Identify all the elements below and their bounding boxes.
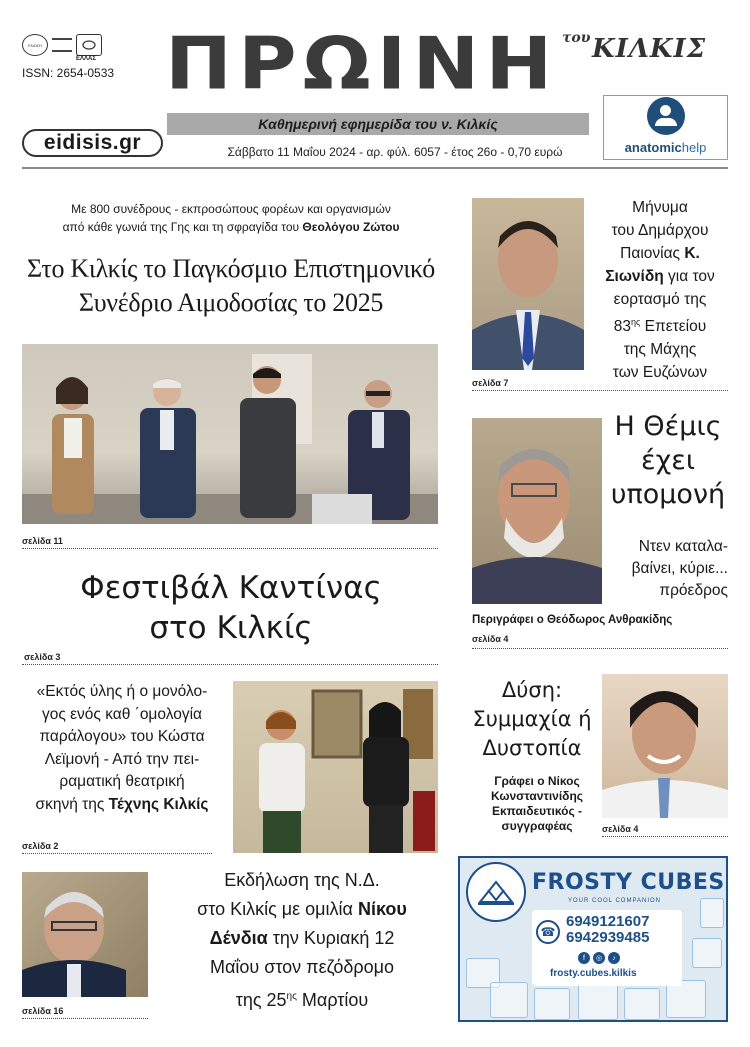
greece-stamp-icon <box>76 34 102 56</box>
conference-photo <box>22 344 438 524</box>
lead-headline-line1: Στο Κιλκίς το Παγκόσμιο Επιστημονικό <box>27 254 435 283</box>
lead-kicker-line1: Με 800 συνέδρους - εκπροσώπους φορέων και οργανισμών <box>71 202 391 216</box>
dysi-page-ref: σελίδα 4 <box>602 824 639 834</box>
instagram-icon[interactable]: ◎ <box>593 952 605 964</box>
themis-headline: Η Θέμις έχει υπομονή <box>610 411 726 510</box>
theatre-photo <box>233 681 438 853</box>
frosty-cubes-ad[interactable] <box>458 856 728 1022</box>
tagline-text: Καθημερινή εφημερίδα του ν. Κιλκίς <box>258 116 498 132</box>
dendias-page-ref: σελίδα 16 <box>22 1006 64 1016</box>
lead-headline-line2: Συνέδριο Αιμοδοσίας το 2025 <box>78 288 384 317</box>
issue-info: Σάββατο 11 Μαΐου 2024 - αρ. φύλ. 6057 - έτος 26ο - 0,70 ευρώ <box>227 145 563 159</box>
frosty-logo-icon <box>466 862 526 922</box>
ice-cube-decoration <box>534 988 570 1020</box>
newspaper-title-tou: του <box>562 30 591 46</box>
dysi-divider <box>602 836 728 837</box>
theatre-text: «Εκτός ύλης ή ο μονόλο- γος ενός καθ ΄ομολογία παράλογου» του Κώστα Λεϊμονή - Από την πει- ραματική θεατρική σκηνή της Τέχνης Κιλκίς <box>35 683 209 813</box>
facebook-icon[interactable]: f <box>578 952 590 964</box>
festival-story[interactable] <box>22 560 440 670</box>
anatomichelp-ad[interactable] <box>603 95 728 160</box>
lead-kicker-line2: από κάθε γωνιά της Γης και τη σφραγίδα του Θεολόγου Ζώτου <box>62 220 400 234</box>
mayor-page-ref: σελίδα 7 <box>472 378 509 388</box>
festival-headline-line2: στο Κιλκίς <box>149 610 313 646</box>
theatre-story[interactable] <box>22 675 440 855</box>
ice-cube-decoration <box>578 984 618 1020</box>
festival-divider <box>22 664 438 665</box>
issn: ISSN: 2654-0533 <box>22 66 115 80</box>
dysi-author: Γράφει ο Νίκος Κωνσταντινίδης Εκπαιδευτικός - συγγραφέας <box>490 774 584 833</box>
frosty-contact-card <box>532 910 682 986</box>
tiktok-icon[interactable]: ♪ <box>608 952 620 964</box>
lead-page-ref: σελίδα 11 <box>22 536 63 546</box>
dysi-headline: Δύση: Συμμαχία ή Δυστοπία <box>472 678 592 760</box>
barcode-icon <box>52 38 72 52</box>
ice-cube-decoration <box>490 982 528 1018</box>
dendias-divider <box>22 1018 148 1019</box>
frosty-handle[interactable]: frosty.cubes.kilkis <box>550 968 637 979</box>
ice-cube-decoration <box>624 988 660 1020</box>
theatre-divider <box>22 853 212 854</box>
themis-story[interactable] <box>472 410 728 656</box>
newspaper-title-place: ΚΙΛΚΙΣ <box>592 34 707 64</box>
dendias-photo <box>22 872 148 997</box>
festival-headline-line1: Φεστιβάλ Καντίνας <box>80 570 382 606</box>
website-link[interactable]: eidisis.gr <box>22 129 163 157</box>
greece-stamp-label: ΕΛΛΑΣ <box>76 56 96 62</box>
themis-divider <box>472 648 728 649</box>
frosty-subtitle: YOUR COOL COMPANION <box>568 898 662 904</box>
mayor-story[interactable] <box>472 190 728 400</box>
phone-icon: ☎ <box>536 920 560 944</box>
union-seal-text: ΕΝΩΣΗ <box>28 42 42 48</box>
frosty-phone-1[interactable]: 6949121607 <box>566 913 650 930</box>
masthead <box>0 0 750 172</box>
ice-cube-decoration <box>692 938 722 968</box>
frosty-title: FROSTY CUBES <box>532 870 725 895</box>
frosty-phone-2[interactable]: 6942939485 <box>566 929 650 946</box>
mayor-photo <box>472 198 584 370</box>
mayor-divider <box>472 390 728 391</box>
lead-divider <box>22 548 438 549</box>
lead-story[interactable] <box>22 180 440 550</box>
anatomichelp-wordmark: anatomichelp <box>624 140 707 155</box>
dendias-story[interactable] <box>22 866 442 1026</box>
masthead-divider <box>22 167 728 169</box>
themis-page-ref: σελίδα 4 <box>472 634 509 644</box>
newspaper-title: ΠΡΩΙΝΗ <box>165 21 559 106</box>
tagline <box>167 113 589 135</box>
dysi-author-photo <box>602 674 728 818</box>
themis-author-photo <box>472 418 602 604</box>
theatre-page-ref: σελίδα 2 <box>22 841 59 851</box>
social-icons <box>578 952 620 964</box>
festival-page-ref: σελίδα 3 <box>24 652 61 662</box>
ice-cube-decoration <box>700 898 724 928</box>
themis-subtitle: Ντεν καταλα- βαίνει, κύριε... πρόεδρος <box>631 538 728 599</box>
union-seal-icon <box>22 34 48 56</box>
dysi-story[interactable] <box>462 668 728 846</box>
themis-author: Περιγράφει ο Θεόδωρος Ανθρακίδης <box>472 614 673 626</box>
mayor-text: Μήνυμα του Δημάρχου Παιονίας Κ. Σιωνίδη για τον εορτασμό της $83^{\eta\varsigma}$ Επετείου της Μάχης των Ευζώνων <box>605 199 715 382</box>
anatomichelp-logo-icon <box>647 97 685 135</box>
dendias-text: Εκδήλωση της Ν.Δ. στο Κιλκίς με ομιλία Νίκου Δένδια την Κυριακή 12 Μαΐου στον πεζόδρομο της $25^{\eta\varsigma}$ Μαρτίου <box>197 870 407 1010</box>
